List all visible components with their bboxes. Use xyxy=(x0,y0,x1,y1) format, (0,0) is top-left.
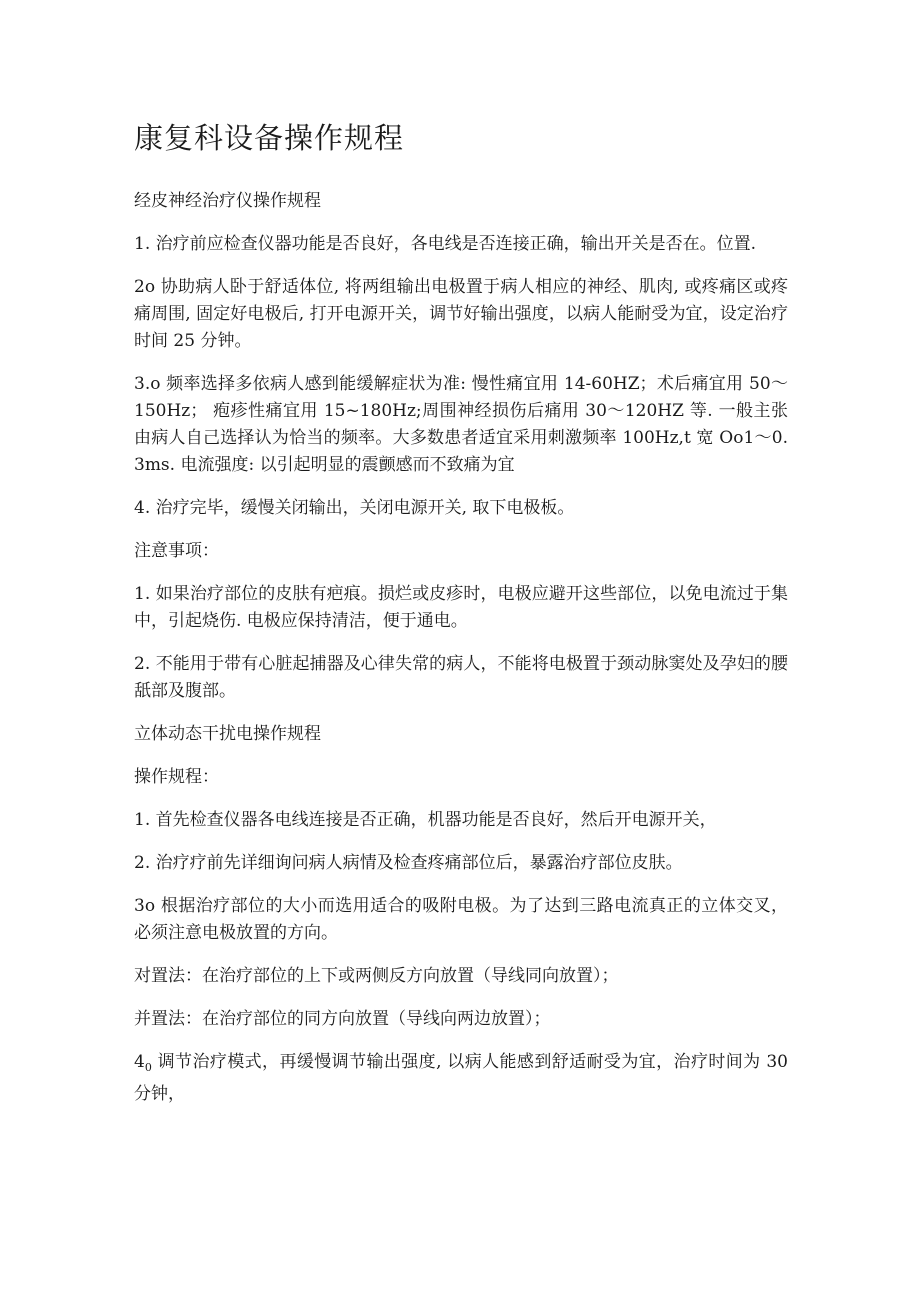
paragraph: 2. 治疗疗前先详细询问病人病情及检查疼痛部位后，暴露治疗部位皮肤。 xyxy=(134,853,683,873)
paragraph: 3.o 频率选择多依病人感到能缓解症状为准: 慢性痛宜用 14-60HZ；术后痛宜用 50～150Hz； 疱疹性痛宜用 15~180Hz;周围神经损伤后痛用 30～120HZ 等. 一般主张由病人自己选择认为恰当的频率。大多数患者适宜采用刺激频率 100Hz,t 宽 Oo1～0.3ms. 电流强度: 以引起明显的震颤感而不致痛为宜 xyxy=(134,374,788,475)
paragraph: 1. 治疗前应检查仪器功能是否良好，各电线是否连接正确，输出开关是否在。位置. xyxy=(134,234,757,254)
item-number-subscript: 0 xyxy=(144,1061,152,1074)
document-page xyxy=(134,118,788,1124)
section-heading: 立体动态干扰电操作规程 xyxy=(134,724,321,744)
paragraph: 2o 协助病人卧于舒适体位, 将两组输出电极置于病人相应的神经、肌肉, 或疼痛区或疼痛周围, 固定好电极后, 打开电源开关，调节好输出强度，以病人能耐受为宜，设定治疗时间 25 分钟。 xyxy=(134,277,788,351)
paragraph: 对置法：在治疗部位的上下或两侧反方向放置（导线同向放置）； xyxy=(134,966,619,986)
paragraph: 3o 根据治疗部位的大小而选用适合的吸附电极。为了达到三路电流真正的立体交叉，必须注意电极放置的方向。 xyxy=(134,896,788,943)
paragraph: 2. 不能用于带有心脏起捕器及心律失常的病人，不能将电极置于颈动脉窦处及孕妇的腰舐部及腹部。 xyxy=(134,654,788,701)
subheading: 操作规程： xyxy=(134,767,219,787)
paragraph: 4. 治疗完毕，缓慢关闭输出，关闭电源开关, 取下电极板。 xyxy=(134,498,575,518)
item-number: 4 xyxy=(134,1052,145,1072)
paragraph: 1. 首先检查仪器各电线连接是否正确，机器功能是否良好，然后开电源开关， xyxy=(134,810,717,830)
document-title: 康复科设备操作规程 xyxy=(134,121,405,155)
notes-heading: 注意事项： xyxy=(134,541,219,561)
paragraph: 并置法：在治疗部位的同方向放置（导线向两边放置）； xyxy=(134,1009,551,1029)
section-heading: 经皮神经治疗仪操作规程 xyxy=(134,191,321,211)
paragraph: 1. 如果治疗部位的皮肤有疤痕。损烂或皮疹时，电极应避开这些部位，以免电流过于集中，引起烧伤. 电极应保持清洁，便于通电。 xyxy=(134,584,788,631)
paragraph xyxy=(134,1049,788,1108)
paragraph-text: 调节治疗模式，再缓慢调节输出强度, 以病人能感到舒适耐受为宜，治疗时间为 30 分钟， xyxy=(134,1052,788,1104)
